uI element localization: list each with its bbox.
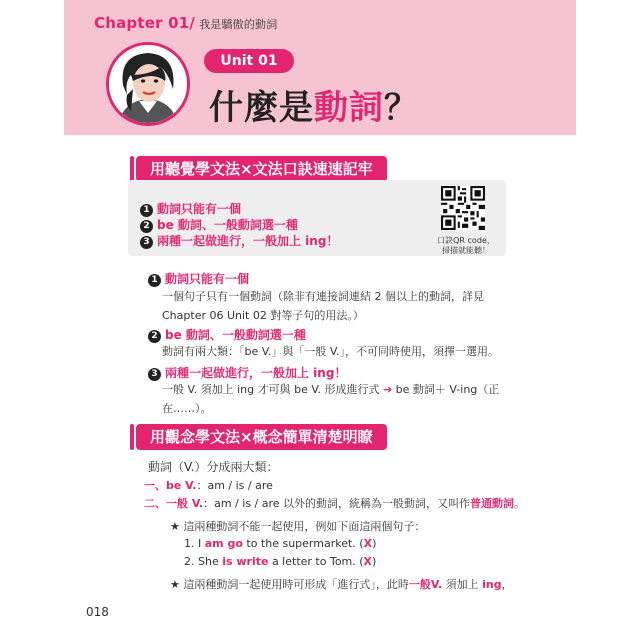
rule-3	[140, 232, 338, 249]
explain-line: 在……）。	[162, 402, 212, 415]
chapter-header	[64, 0, 576, 135]
wrong-mark: X	[363, 555, 373, 568]
qr-caption	[426, 236, 506, 256]
explain-head-3	[148, 364, 346, 381]
section-banner-listening: 用聽覺學文法×文法口訣速速記牢	[136, 156, 387, 182]
category-1	[144, 477, 273, 493]
note-1: ★ 這兩種動詞不能一起使用，例如下面這兩個句子：	[170, 520, 426, 533]
example-text: 1. I	[184, 537, 205, 550]
rule-1	[140, 200, 241, 217]
category-2	[144, 495, 525, 511]
wrong-mark: X	[363, 537, 373, 550]
explain-text: be 動詞＋ V-ing（正	[395, 383, 500, 396]
example-2	[184, 555, 376, 568]
number-badge: 1	[148, 274, 161, 287]
category-text: 。	[514, 497, 526, 510]
explain-line	[162, 380, 572, 399]
explain-head-text: 動詞只能有一個	[165, 272, 250, 286]
example-text: a letter to Tom. (	[268, 555, 364, 568]
number-badge: 2	[140, 220, 153, 233]
explain-body-1	[162, 287, 572, 325]
example-highlight: is write	[222, 555, 269, 568]
title-highlight: 動詞	[314, 88, 384, 128]
avatar-illustration	[109, 45, 187, 123]
example-text: )	[372, 537, 377, 550]
unit-badge: Unit 01	[204, 49, 294, 73]
note-text: 須加上	[442, 578, 483, 591]
chapter-number: Chapter 01/	[94, 14, 196, 32]
explain-body-3	[162, 380, 572, 418]
page	[64, 0, 576, 640]
page-number: 018	[86, 605, 109, 619]
number-badge: 2	[148, 330, 161, 343]
category-text: ：am / is / are 以外的動詞，統稱為一般動詞，又叫作	[203, 497, 471, 510]
rule-text: 動詞只能有一個	[157, 202, 242, 216]
intro-text: 動詞（V.）分成兩大類：	[148, 460, 279, 474]
page-title	[209, 80, 419, 129]
title-part: 什麼是	[209, 88, 314, 128]
explain-line: Chapter 06 Unit 02 對等子句的用法。）	[162, 309, 364, 322]
chapter-label	[94, 14, 277, 32]
category-label: 二、一般 V.	[144, 497, 204, 510]
category-label: 一、be V.	[144, 479, 197, 492]
explain-head-text: be 動詞、一般動詞選一種	[165, 328, 306, 342]
section-banner-concept: 用觀念學文法×概念簡單清楚明瞭	[136, 424, 387, 450]
number-badge: 3	[140, 236, 153, 249]
explain-line: 動詞有兩大類：「be V.」與「一般 V.」，不可同時使用，須擇一選用。	[162, 345, 499, 358]
number-badge: 3	[148, 368, 161, 381]
explain-text: 一般 V. 須加上 ing 才可與 be V. 形成進行式	[162, 383, 380, 396]
qr-code-icon[interactable]	[441, 186, 485, 230]
example-text: to the supermarket. (	[242, 537, 364, 550]
note-highlight: 一般V.	[408, 578, 443, 591]
avatar	[106, 42, 190, 126]
number-badge: 1	[140, 204, 153, 217]
category-text: ：am / is / are	[196, 479, 273, 492]
explain-head-2	[148, 326, 306, 343]
category-highlight: 普通動詞	[470, 497, 515, 510]
explain-line: 一個句子只有一個動詞（除非有連接詞連結 2 個以上的動詞，詳見	[162, 290, 484, 303]
explain-head-1	[148, 270, 249, 287]
example-highlight: am go	[204, 537, 243, 550]
explain-head-text: 兩種一起做進行，一般加上 ing！	[165, 366, 347, 380]
example-1	[184, 537, 376, 550]
qr-caption-line: 口訣QR code，	[437, 236, 495, 245]
rule-text: 兩種一起做進行，一般加上 ing！	[157, 234, 339, 248]
note-highlight: ing	[482, 578, 502, 591]
explain-body-2	[162, 342, 572, 361]
example-text: 2. She	[184, 555, 223, 568]
chapter-subtitle: 我是驕傲的動詞	[199, 18, 278, 31]
note-text: ，	[501, 578, 513, 591]
note-2	[170, 576, 513, 592]
arrow-right-icon: ➔	[382, 383, 393, 396]
note-text: ★ 這兩種動詞一起使用時可形成「進行式」，此時	[170, 578, 409, 591]
rule-text: be 動詞、一般動詞選一種	[157, 218, 298, 232]
example-text: )	[372, 555, 377, 568]
rule-2	[140, 216, 298, 233]
title-question-mark: ？	[384, 88, 419, 128]
qr-caption-line: 掃描就能聽！	[442, 246, 490, 255]
